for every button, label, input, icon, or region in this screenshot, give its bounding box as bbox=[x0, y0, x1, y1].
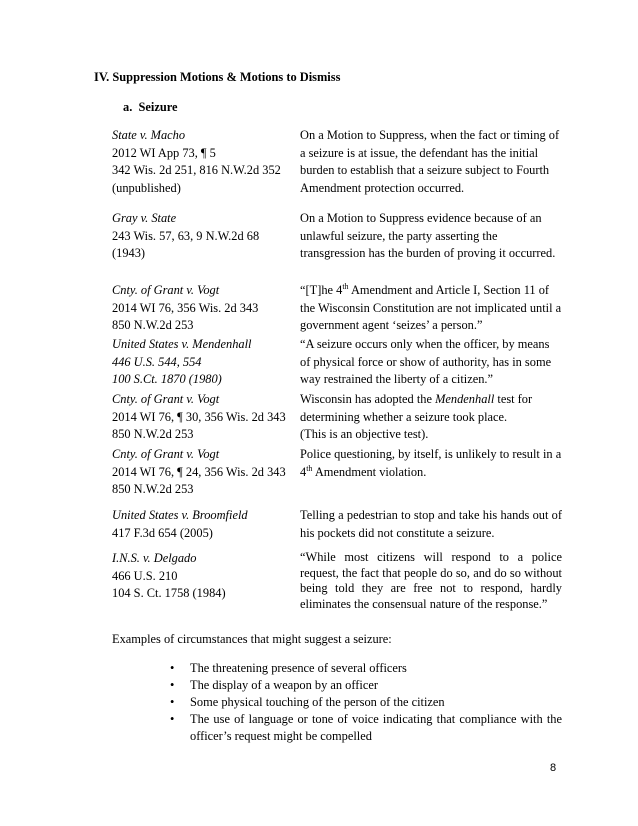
case-name: United States v. Mendenhall bbox=[112, 337, 252, 351]
case-cite-line: 850 N.W.2d 253 bbox=[112, 482, 194, 496]
case-name: Cnty. of Grant v. Vogt bbox=[112, 283, 220, 297]
holding-text: Wisconsin has adopted the bbox=[300, 392, 436, 406]
page-number: 8 bbox=[550, 762, 557, 774]
case-cite-line: 850 N.W.2d 253 bbox=[112, 427, 194, 441]
case-holding: “While most citizens will respond to a police request, the fact that people do so, and do so without being told they are free not to respond, hardly eliminates the consensual nature of the response.” bbox=[300, 550, 562, 611]
case-cite-line: 446 U.S. 544, 554 bbox=[112, 354, 202, 369]
case-cite-line: 100 S.Ct. 1870 (1980) bbox=[112, 372, 222, 386]
case-citation bbox=[112, 127, 298, 197]
bullet-icon: • bbox=[170, 712, 175, 726]
bullet-icon: • bbox=[170, 695, 175, 709]
case-citation bbox=[112, 507, 298, 542]
case-name: State v. Macho bbox=[112, 128, 186, 142]
case-cite-line: 466 U.S. 210 bbox=[112, 568, 178, 583]
case-cite-line: 2014 WI 76, ¶ 24, 356 Wis. 2d 343 bbox=[112, 464, 286, 479]
case-reference: Mendenhall bbox=[435, 392, 495, 406]
case-cite-line: 850 N.W.2d 253 bbox=[112, 318, 194, 332]
case-cite-line: (1943) bbox=[112, 246, 146, 260]
section-number: IV. bbox=[94, 70, 110, 84]
case-cite-line: 2014 WI 76, ¶ 30, 356 Wis. 2d 343 bbox=[112, 409, 286, 424]
case-cite-line: 342 Wis. 2d 251, 816 N.W.2d 352 bbox=[112, 163, 281, 177]
examples-intro: Examples of circumstances that might suggest a seizure: bbox=[112, 632, 392, 646]
case-citation bbox=[112, 550, 298, 603]
holding-text: Amendment violation. bbox=[312, 464, 427, 479]
examples-list bbox=[170, 660, 562, 745]
case-holding bbox=[300, 391, 562, 444]
subsection-title: Seizure bbox=[138, 100, 178, 114]
holding-text: “[T]he 4 bbox=[300, 283, 343, 297]
case-holding bbox=[300, 282, 562, 335]
case-holding: On a Motion to Suppress, when the fact or timing of a seizure is at issue, the defendant has the initial burden to establish that a seizure subject to Fourth Amendment protection occurred. bbox=[300, 128, 560, 195]
case-cite-line: 417 F.3d 654 (2005) bbox=[112, 525, 213, 540]
subsection-letter: a. bbox=[123, 100, 133, 114]
list-item bbox=[170, 677, 562, 694]
ordinal-suffix: th bbox=[306, 463, 313, 473]
holding-note: (This is an objective test). bbox=[300, 427, 429, 441]
case-citation bbox=[112, 391, 298, 444]
list-item bbox=[170, 711, 562, 745]
list-item-text: The display of a weapon by an officer bbox=[190, 678, 378, 692]
case-cite-line: (unpublished) bbox=[112, 180, 181, 195]
case-name: Cnty. of Grant v. Vogt bbox=[112, 392, 220, 406]
case-cite-line: 243 Wis. 57, 63, 9 N.W.2d 68 bbox=[112, 228, 260, 243]
bullet-icon: • bbox=[170, 661, 175, 675]
bullet-icon: • bbox=[170, 678, 175, 692]
case-holding: On a Motion to Suppress evidence because of an unlawful seizure, the party asserting the transgression has the burden of proving it occurred. bbox=[300, 211, 556, 260]
section-title: Suppression Motions & Motions to Dismiss bbox=[112, 70, 341, 84]
case-citation bbox=[112, 336, 298, 389]
case-citation bbox=[112, 282, 298, 335]
list-item bbox=[170, 660, 562, 677]
list-item bbox=[170, 694, 562, 711]
list-item-text: The threatening presence of several officers bbox=[190, 661, 407, 675]
subsection-heading bbox=[123, 100, 178, 115]
section-heading bbox=[94, 70, 340, 85]
case-name: I.N.S. v. Delgado bbox=[112, 551, 197, 565]
case-name: United States v. Broomfield bbox=[112, 508, 248, 522]
holding-text: test for determining whether a seizure took place. bbox=[300, 392, 533, 424]
holding-text: Police questioning, by itself, is unlikely to result in a 4 bbox=[300, 447, 562, 479]
case-holding bbox=[300, 446, 562, 481]
case-name: Cnty. of Grant v. Vogt bbox=[112, 447, 220, 461]
case-name: Gray v. State bbox=[112, 211, 177, 225]
ordinal-suffix: th bbox=[342, 281, 349, 291]
case-citation bbox=[112, 210, 298, 263]
case-cite-line: 2014 WI 76, 356 Wis. 2d 343 bbox=[112, 300, 259, 315]
case-cite-line: 104 S. Ct. 1758 (1984) bbox=[112, 586, 226, 600]
list-item-text: Some physical touching of the person of the citizen bbox=[190, 695, 445, 709]
case-holding: Telling a pedestrian to stop and take his hands out of his pockets did not constitute a seizure. bbox=[300, 508, 562, 540]
case-citation bbox=[112, 446, 298, 499]
case-holding: “A seizure occurs only when the officer, by means of physical force or show of authority, has in some way restrained the liberty of a citizen.” bbox=[300, 337, 552, 386]
list-item-text: The use of language or tone of voice indicating that compliance with the officer’s request might be compelled bbox=[190, 712, 562, 743]
holding-text: Amendment and Article I, Section 11 of the Wisconsin Constitution are not implicated until a government agent ‘seizes’ a person.” bbox=[300, 283, 562, 332]
case-cite-line: 2012 WI App 73, ¶ 5 bbox=[112, 145, 216, 160]
